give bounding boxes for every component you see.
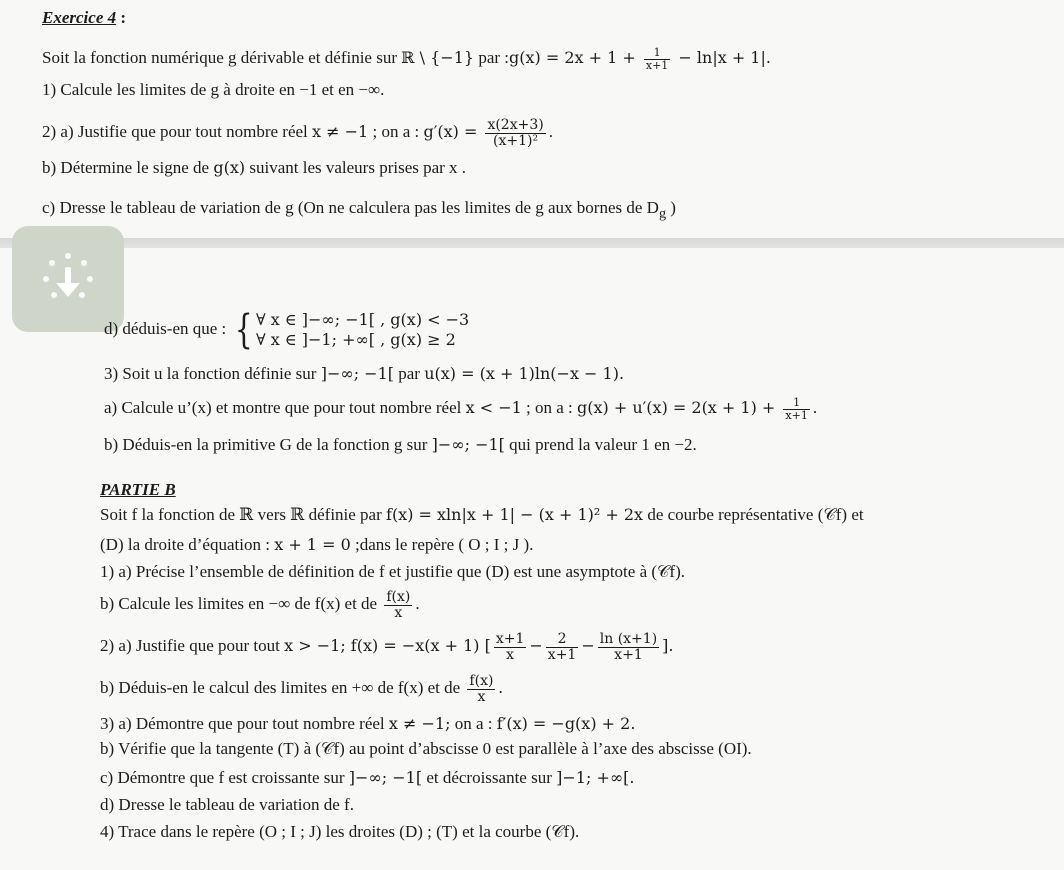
partie-b-title [100,480,176,500]
pb-q3a-mid: on a : [450,714,497,733]
partie-b-q3b: b) Vérifie que la tangente (T) à (𝒞f) au point d’abscisse 0 est parallèle à l’axe des abscisse (OI). [100,739,752,758]
pb-q2a-frac2 [546,632,579,662]
pb-q3c-i1: ]−∞; −1[ [348,768,423,787]
g-def-fraction [644,47,670,71]
q3a-den: x+1 [785,408,808,422]
partie-b-title-text: PARTIE B [100,480,176,499]
q3a-mid: ; on a : [521,397,578,417]
exercise-q2d [104,307,470,353]
partie-b-q3c [100,768,635,788]
pb-q2b-den: x [477,688,486,705]
pb-q1b-end: . [415,594,420,614]
q2b-gx: g(x) [213,158,246,177]
q2c-end: ) [666,198,676,217]
q3-def: u(x) = (x + 1)ln(−x − 1). [424,364,625,383]
pb-q2a-eq: f(x) = −x(x + 1) [ [345,636,491,656]
exercise-q2c [42,198,676,222]
pb-line2-eq: x + 1 = 0 [274,535,351,554]
q3b-interval: ]−∞; −1[ [431,435,505,454]
pb-q2b-num: f(x) [469,673,494,689]
q2a-lhs: g′(x) = [423,122,483,142]
pb-intro-prefix: Soit f la fonction de ℝ vers ℝ définie par [100,505,387,524]
q3a-num: 1 [783,397,809,410]
partie-b-q4: 4) Trace dans le repère (O ; I ; J) les droites (D) ; (T) et la courbe (𝒞f). [100,822,580,841]
pb-q2a-prefix: 2) a) Justifie que pour tout [100,636,285,656]
q2c-text: c) Dresse le tableau de variation de g (On ne calculera pas les limites de g aux bornes de D [42,198,659,217]
pb-line2-suffix: ;dans le repère ( O ; I ; J ). [350,535,534,554]
q3a-cond: x < −1 [465,397,522,417]
exercise-q3 [104,364,624,384]
g-def-rhs: − ln|x + 1|. [673,47,771,67]
pb-q1b-num: f(x) [386,589,411,605]
g-def-num: 1 [644,47,670,60]
pb-q2a-f1-num: x+1 [495,631,525,647]
q2d-brace: { [234,307,253,353]
q2a-den: (x+1)² [493,132,539,149]
pb-q2a-f1-den: x [506,646,515,663]
q3a-end: . [812,397,818,417]
exercise-title-line [42,8,126,28]
q2b-suffix: suivant les valeurs prises par x . [245,158,467,177]
exercise-title: Exercice 4 [42,8,117,27]
pb-q2a-f3-num: ln (x+1) [599,631,658,647]
pb-q2b-end: . [498,678,503,698]
pb-q1b-fraction [384,590,412,620]
pb-q2a-cond: x > −1; [284,636,346,656]
g-def-den: x+1 [645,58,669,72]
q3-interval: ]−∞; −1[ [320,364,394,383]
pb-q3a-eq: f′(x) = −g(x) + 2. [496,714,636,733]
q2d-system [231,307,470,353]
exercise-q2b [42,158,466,178]
exercise-q1: 1) Calcule les limites de g à droite en −1 et en −∞. [42,80,385,99]
q2a-mid: ; on a : [368,122,424,142]
q2a-num: x(2x+3) [487,117,544,133]
exercise-q2a [42,118,553,148]
pb-f-def: f(x) = xln|x + 1| − (x + 1)² + 2x [386,505,644,524]
partie-b-intro [100,505,864,525]
q2d-prefix: d) déduis-en que : [104,318,227,338]
intro-domain: ℝ \ {−1} [401,47,475,67]
pb-q1b-den: x [394,604,403,621]
q2d-row1: ∀ x ∈ ]−∞; −1[ , g(x) < −3 [255,310,470,329]
pb-q2a-f2-den: x+1 [547,646,577,663]
snapshot-sparkle-icon [38,249,98,309]
pb-q3a-cond: x ≠ −1; [388,714,451,733]
partie-b-line2 [100,535,533,555]
q2a-fraction [485,118,545,148]
q2a-cond: x ≠ −1 [312,122,369,142]
partie-b-q2b [100,674,503,704]
pb-q2a-end: ]. [662,636,674,656]
pb-q2b-prefix: b) Déduis-en le calcul des limites en +∞ de f(x) et de [100,678,465,698]
q3a-prefix: a) Calcule u’(x) et montre que pour tout nombre réel [104,397,466,417]
exercise-title-colon: : [116,8,127,27]
partie-b-q1b [100,590,420,620]
pb-intro-suffix: de courbe représentative (𝒞f) et [643,505,864,524]
q3-par: par [394,364,425,383]
exercise-q3b [104,435,697,455]
pb-q3c-prefix: c) Démontre que f est croissante sur [100,768,349,787]
q2c-sub: g [658,205,667,222]
pb-q2a-minus2: − [581,636,595,656]
q3b-suffix: qui prend la valeur 1 en −2. [504,435,697,454]
pb-q2a-f3-den: x+1 [614,646,643,663]
partie-b-q2a [100,632,673,662]
pb-q2b-fraction [467,674,495,704]
pb-q2a-frac3 [598,632,659,662]
partie-b-q3d: d) Dresse le tableau de variation de f. [100,795,354,814]
q3a-eq: g(x) + u′(x) = 2(x + 1) + [577,397,781,417]
exercise-intro [42,47,771,71]
q2b-prefix: b) Détermine le signe de [42,158,214,177]
g-def-lhs: g(x) = 2x + 1 + [509,47,641,67]
pb-line2-prefix: (D) la droite d’équation : [100,535,275,554]
intro-par: par : [474,47,510,67]
partie-b-q3a [100,714,635,734]
q3-prefix: 3) Soit u la fonction définie sur [104,364,321,383]
exercise-q3a [104,397,817,421]
pb-q2a-minus1: − [529,636,543,656]
q2d-row2: ∀ x ∈ ]−1; +∞[ , g(x) ≥ 2 [255,330,456,349]
pb-q2a-frac1 [494,632,527,662]
intro-prefix: Soit la fonction numérique g dérivable et définie sur [42,47,402,67]
q2a-prefix: 2) a) Justifie que pour tout nombre réel [42,122,313,142]
pb-q3c-mid: et décroissante sur [422,768,557,787]
page-separator [0,238,1064,248]
q3a-fraction [783,397,809,421]
partie-b-q1a: 1) a) Précise l’ensemble de définition de f et justifie que (D) est une asymptote à (𝒞f). [100,562,685,581]
pb-q3a-prefix: 3) a) Démontre que pour tout nombre réel [100,714,389,733]
pb-q2a-f2-num: 2 [546,632,579,648]
q2a-end: . [548,122,553,142]
pb-q1b-prefix: b) Calcule les limites en −∞ de f(x) et de [100,594,382,614]
pb-q3c-i2: ]−1; +∞[. [556,768,635,787]
q3b-prefix: b) Déduis-en la primitive G de la fonction g sur [104,435,432,454]
